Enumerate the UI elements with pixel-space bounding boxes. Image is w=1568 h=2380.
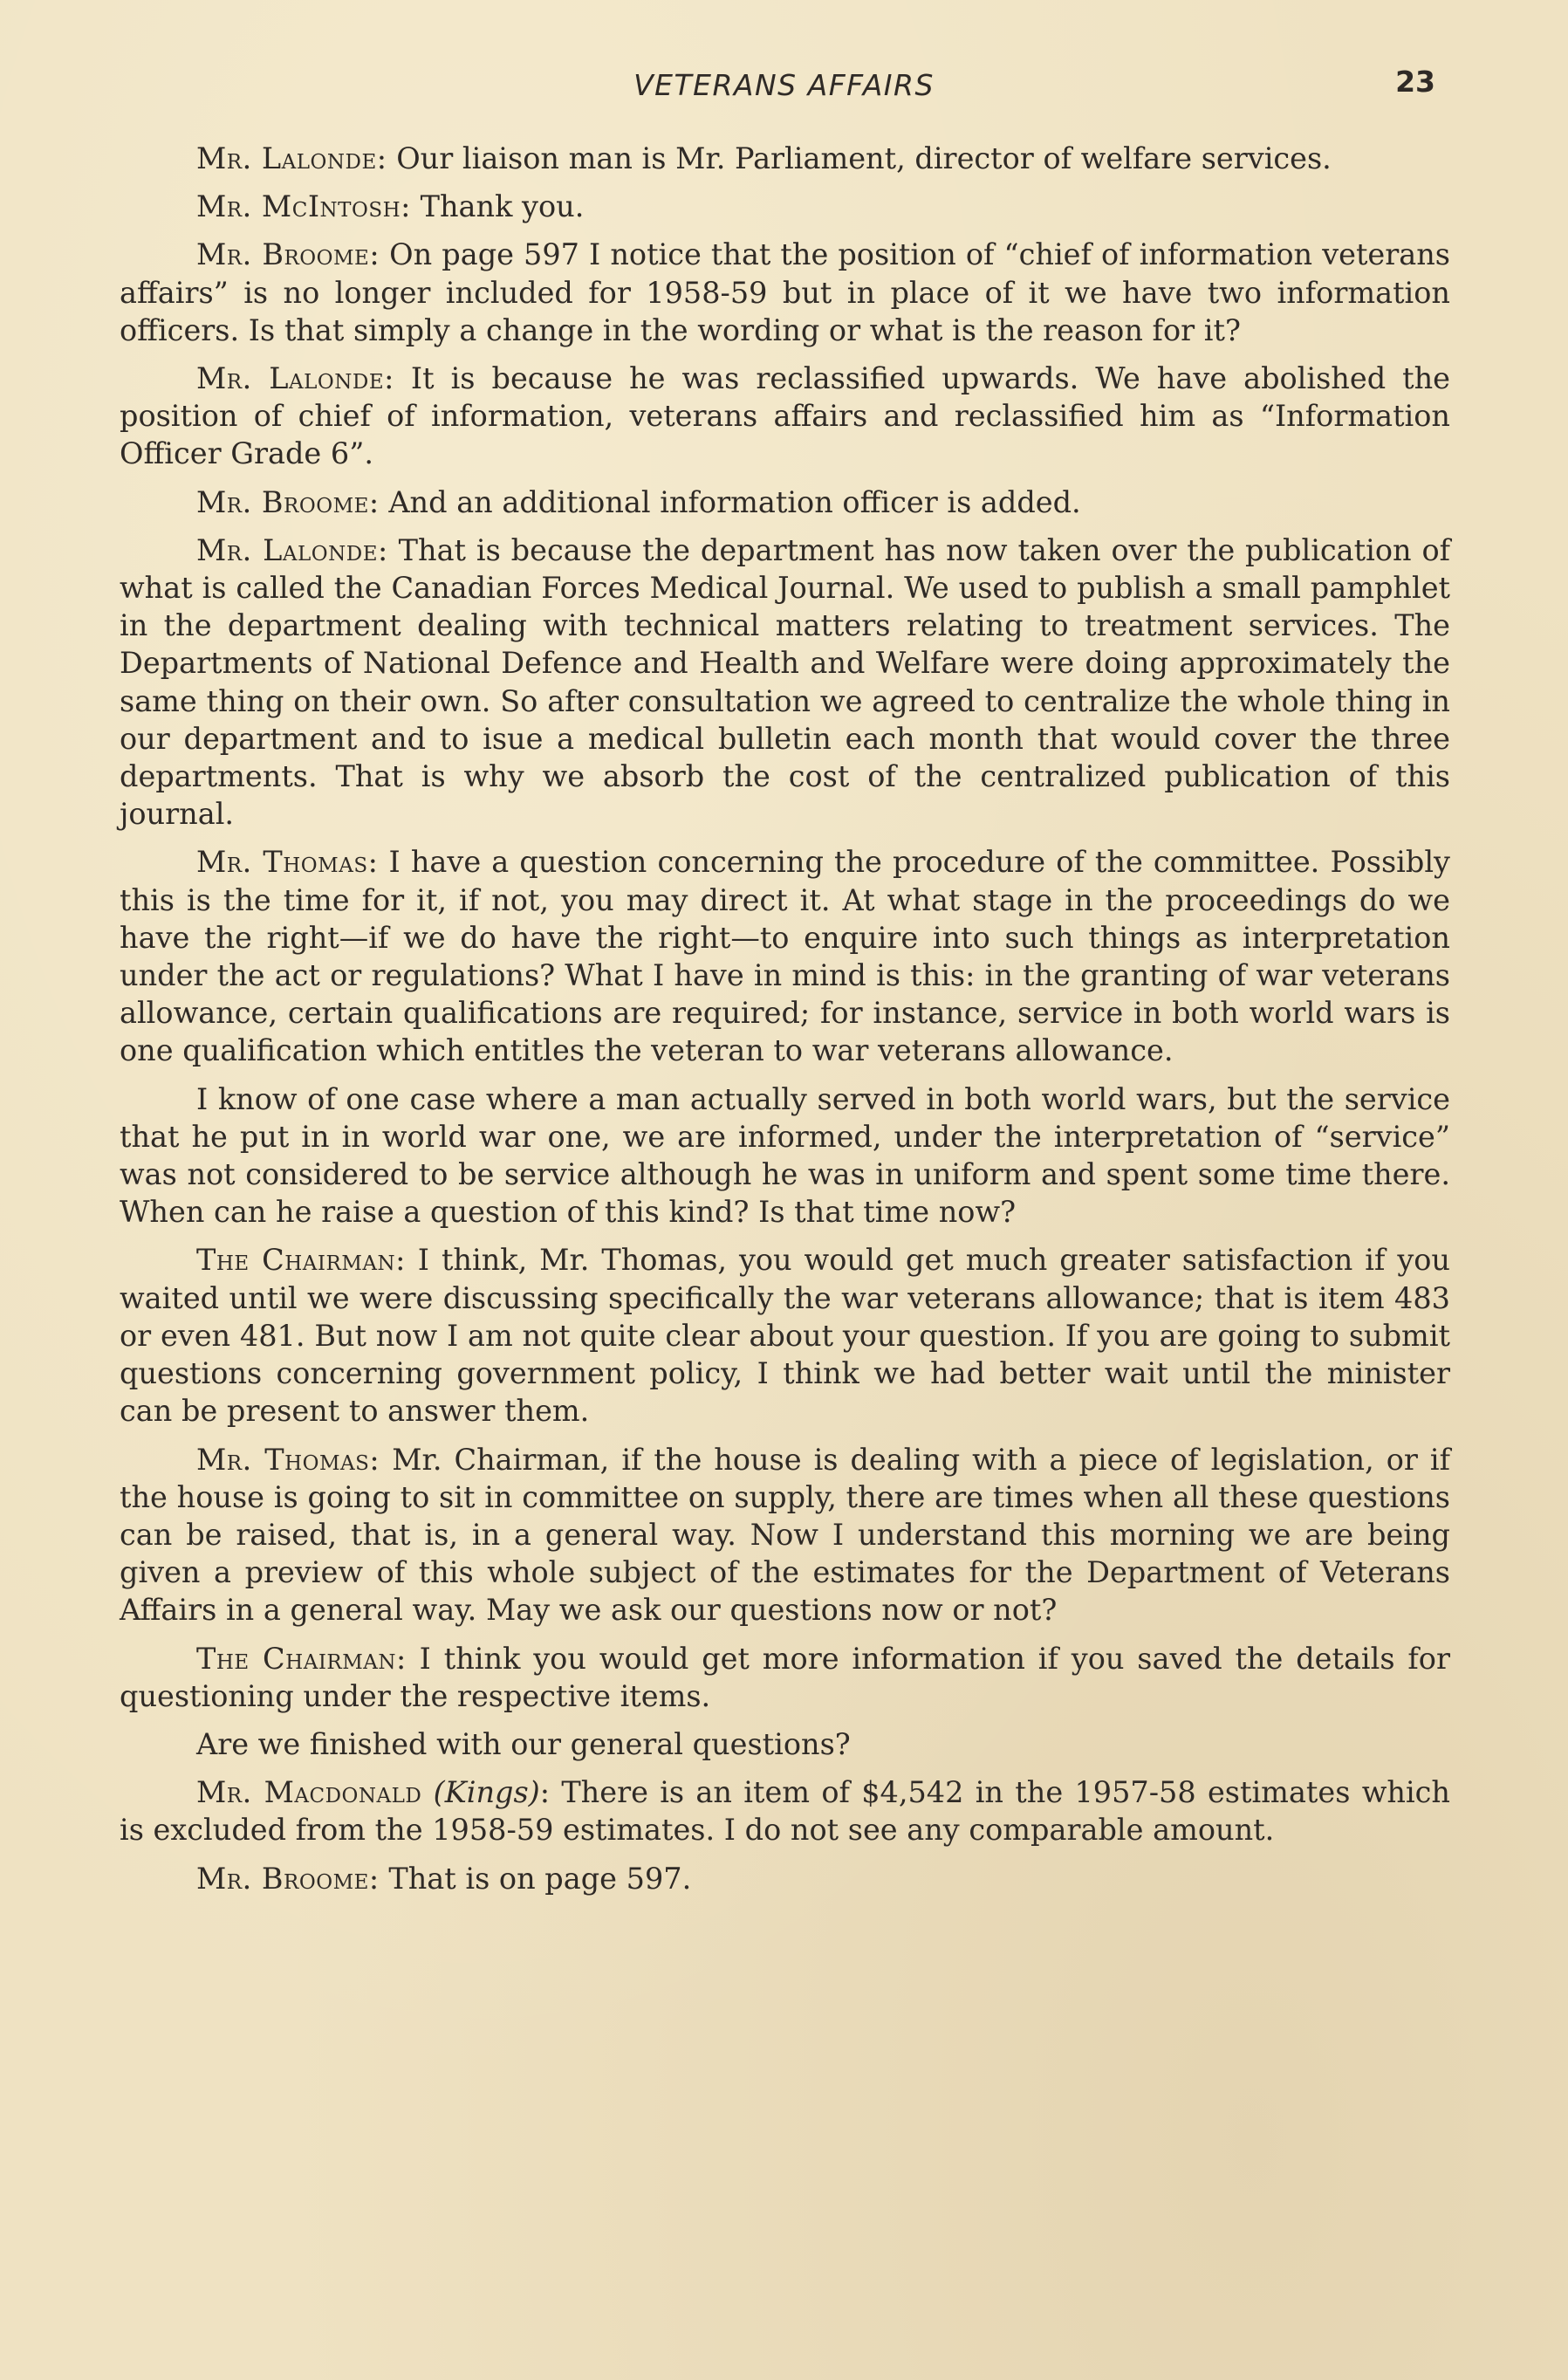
paragraph-1 [120, 140, 1450, 177]
speaker-name: Mr. Lalonde: [196, 532, 388, 567]
speech-text: Thank you. [410, 189, 585, 224]
speech-text: On page 597 I notice that the position of “chief of information veterans affairs” is no longer included for 1958-59 but in place of it we have two information officers. Is that simply a change in the wording or what is the reason for it? [120, 237, 1450, 347]
paragraph-10 [120, 1441, 1450, 1629]
constituency-name: (Kings) [433, 1775, 540, 1810]
speaker-name: Mr. Macdonald [196, 1775, 422, 1810]
speech-text: I think, Mr. Thomas, you would get much greater satisfaction if you waited until we were discussing specifically the war veterans allowance; that is item 483 or even 481. But now I am not quite clear about your question. If you are going to submit questions concerning government policy, I think we had better wait until the minister can be present to answer them. [120, 1243, 1450, 1429]
paragraph-7 [120, 843, 1450, 1069]
running-title: VETERANS AFFAIRS [633, 68, 935, 102]
speaker-name: Mr. Thomas: [196, 1442, 380, 1477]
transcript-body [120, 140, 1450, 1908]
speech-text: That is on page 597. [379, 1861, 692, 1896]
speech-text: It is because he was reclassified upwards. We have abolished the position of chief of information, veterans affairs and reclassified him as “Information Officer Grade 6”. [120, 361, 1451, 471]
speech-text: Are we finished with our general questions? [196, 1726, 851, 1761]
speaker-name: Mr. Broome: [196, 237, 380, 272]
speech-text: Mr. Chairman, if the house is dealing with a piece of legislation, or if the house is going to sit in committee on supply, there are times when all these questions can be raised, that is, in a general way. Now I understand this morning we are being given a preview of this whole subject of the estimates for the Department of Veterans Affairs in a general way. May we ask our questions now or not? [120, 1442, 1450, 1628]
speaker-name: The Chairman: [196, 1243, 406, 1278]
paragraph-12 [120, 1725, 1450, 1763]
paragraph-3 [120, 236, 1450, 349]
paragraph-13 [120, 1773, 1450, 1848]
paragraph-6 [120, 532, 1450, 833]
paragraph-5 [120, 484, 1450, 521]
speech-text: I have a question concerning the procedure of the committee. Possibly this is the time for it, if not, you may direct it. At what stage in the proceedings do we have the right—if we do have the right—to enquire into such things as interpretation under the act or regulations? What I have in mind is this: in the granting of war veterans allowance, certain qualifications are required; for instance, service in both world wars is one qualification which entitles the veteran to war veterans allowance. [120, 845, 1450, 1068]
speaker-name: Mr. Lalonde: [196, 361, 394, 396]
speaker-name: The Chairman: [196, 1641, 407, 1676]
speaker-name: Mr. Broome: [196, 1861, 380, 1896]
speech-text: I think you would get more information if you saved the details for questioning under the respective items. [120, 1641, 1450, 1713]
paragraph-9 [120, 1241, 1450, 1430]
paragraph-11 [120, 1640, 1450, 1715]
paragraph-8 [120, 1080, 1450, 1231]
speech-text: : There is an item of $4,542 in the 1957-58 estimates which is excluded from the 1958-59 estimates. I do not see any comparable amount. [120, 1775, 1450, 1848]
speech-text: I know of one case where a man actually served in both world wars, but the service that he put in in world war one, we are informed, under the interpretation of “service” was not considered to be service although he was in uniform and spent some time there. When can he raise a question of this kind? Is that time now? [120, 1081, 1450, 1230]
paragraph-2 [120, 188, 1450, 225]
speaker-name: Mr. Thomas: [196, 845, 379, 880]
speech-text: That is because the department has now taken over the publication of what is called the Canadian Forces Medical Journal. We used to publish a small pamphlet in the department dealing with technical matters relating to treatment services. The Departments of National Defence and Health and Welfare were doing approximately the same thing on their own. So after consultation we agreed to centralize the whole thing in our department and to isue a medical bulletin each month that would cover the three departments. That is why we absorb the cost of the centralized publication of this journal. [120, 532, 1451, 832]
speaker-name: Mr. Lalonde: [196, 141, 387, 175]
speech-text: And an additional information officer is added. [379, 484, 1081, 519]
speaker-name: Mr. McIntosh: [196, 189, 411, 224]
running-header [0, 63, 1568, 112]
paragraph-14 [120, 1860, 1450, 1897]
paragraph-4 [120, 360, 1450, 473]
speech-text: Our liaison man is Mr. Parliament, director of welfare services. [387, 141, 1332, 175]
page-number: 23 [1395, 65, 1435, 99]
speaker-name: Mr. Broome: [196, 484, 380, 519]
